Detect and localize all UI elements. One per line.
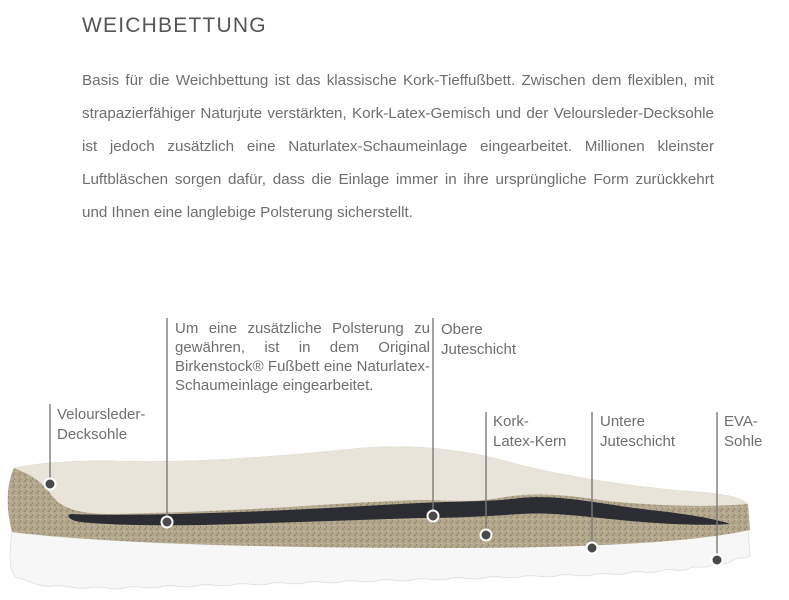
label-kork-latex: [493, 412, 566, 452]
label-obere-jute: [441, 320, 516, 360]
label-line: Latex-Kern: [493, 433, 567, 450]
label-eva: [724, 412, 762, 452]
dot-latex-foam: [162, 517, 173, 528]
label-line: Decksohle: [57, 426, 128, 443]
latex-foam-note: Um eine zusätzliche Polsterung zu gewähren, ist in dem Original Birkenstock® Fußbett eine Naturlatex-Schaumeinlage eingearbeitet.: [175, 320, 430, 394]
label-line: Untere: [600, 413, 646, 430]
label-line: Veloursleder-: [57, 406, 146, 423]
dot-kork-latex: [481, 530, 492, 541]
label-line: EVA-: [724, 413, 758, 430]
dot-untere-jute: [587, 543, 598, 554]
description-paragraph: Basis für die Weichbettung ist das klassische Kork-Tieffußbett. Zwischen dem flexiblen, mit strapazierfähiger Naturjute verstärkten, Kork-Latex-Gemisch und der Veloursleder-Decksohle ist jedoch zusätzlich eine Naturlatex-Schaumeinlage eingearbeitet. Millionen kleinster Luftbläschen sorgen dafür, dass die Einlage immer in ihre ursprüngliche Form zurückkehrt und Ihnen eine langlebige Polsterung sicherstellt.: [82, 72, 714, 221]
label-line: Obere: [441, 321, 483, 338]
label-untere-jute: [600, 412, 675, 452]
dot-obere-jute: [428, 511, 439, 522]
label-line: Sohle: [724, 433, 763, 450]
label-line: Juteschicht: [441, 341, 517, 358]
page-title: WEICHBETTUNG: [82, 14, 267, 37]
label-line: Juteschicht: [600, 433, 676, 450]
label-veloursleder: [57, 405, 145, 445]
dot-veloursleder: [45, 479, 56, 490]
dot-eva: [712, 555, 723, 566]
label-line: Kork-: [493, 413, 529, 430]
